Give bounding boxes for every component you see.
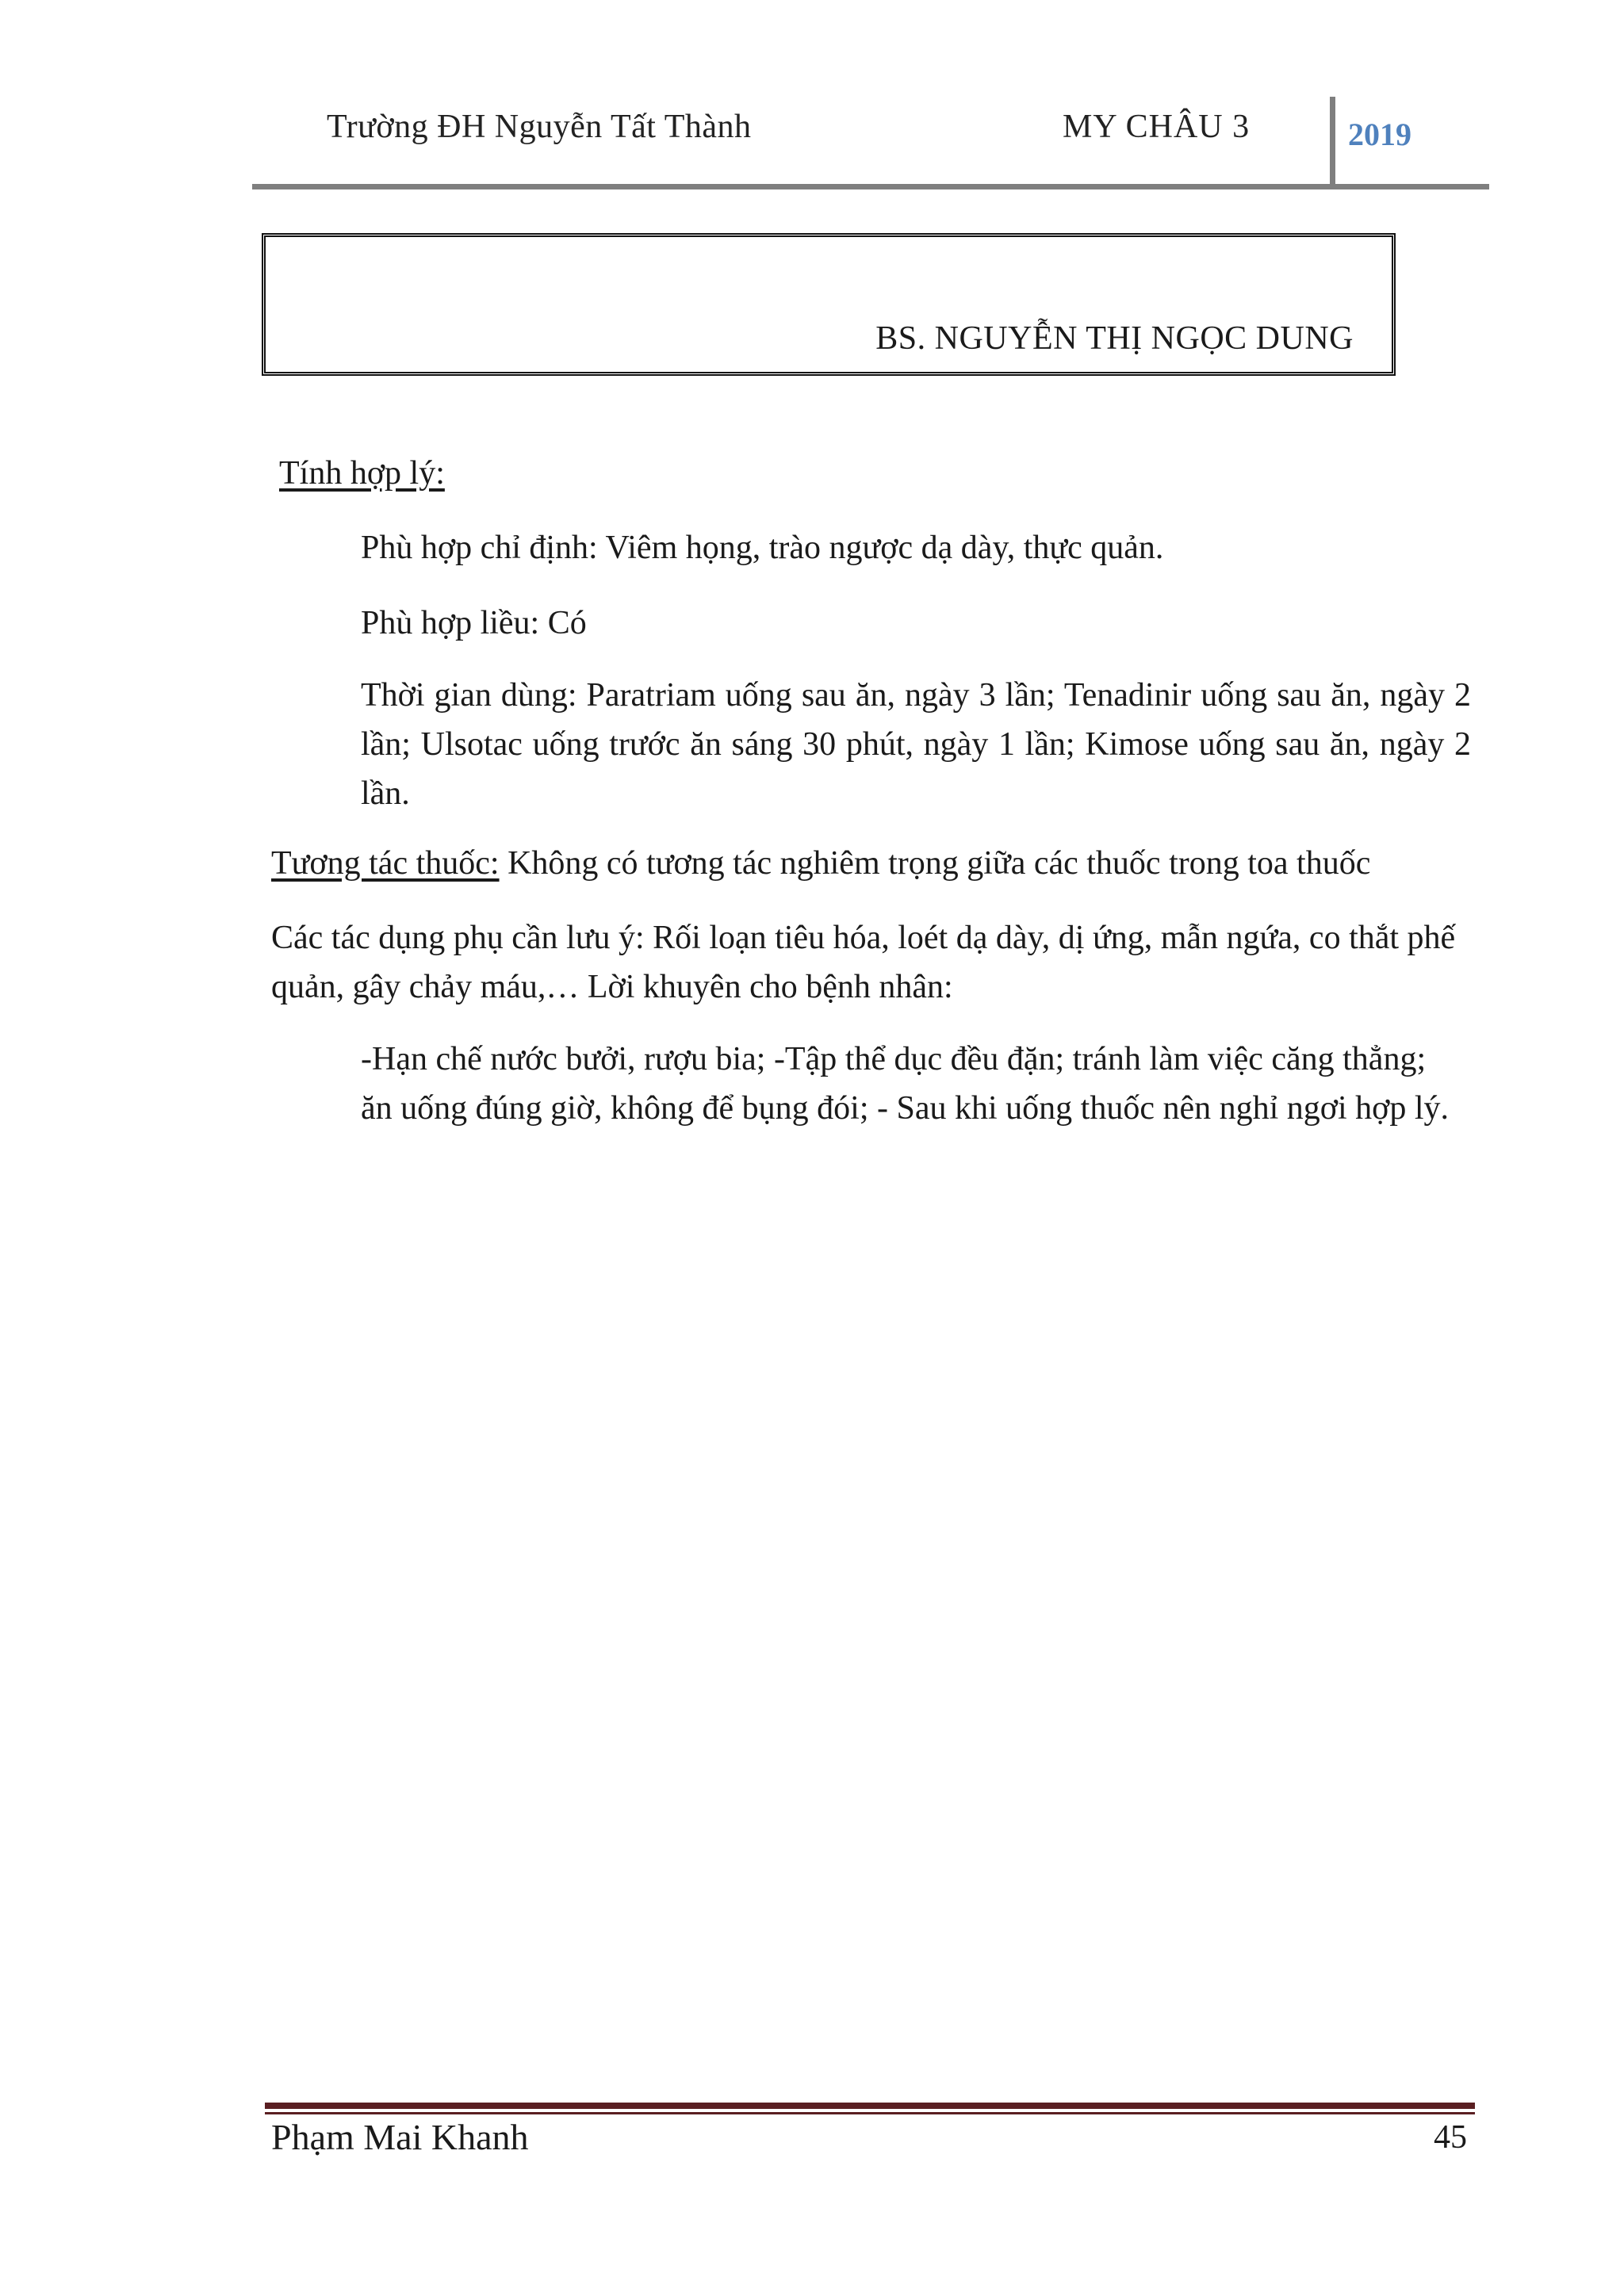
doctor-name-box — [262, 233, 1396, 376]
rationality-dose: Phù hợp liều: Có — [361, 605, 587, 641]
rationality-heading-text: Tính hợp lý: — [279, 455, 445, 492]
doctor-name: BS. NGUYỄN THỊ NGỌC DUNG — [875, 320, 1354, 357]
header-class-name: MY CHÂU 3 — [1063, 109, 1251, 145]
side-effects-text: Các tác dụng phụ cần lưu ý: Rối loạn tiêu hóa, loét dạ dày, dị ứng, mẫn ngứa, co thắt phế quản, gây chảy máu,… — [271, 920, 1456, 1005]
drug-interaction-paragraph — [271, 839, 1477, 888]
header-rule — [252, 184, 1489, 189]
footer-author: Phạm Mai Khanh — [271, 2117, 529, 2157]
rationality-heading — [279, 449, 445, 498]
side-effects-paragraph — [271, 913, 1461, 1013]
rationality-duration: Thời gian dùng: Paratriam uống sau ăn, ngày 3 lần; Tenadinir uống sau ăn, ngày 2 lần; Ulsotac uống trước ăn sáng 30 phút, ngày 1 lần; Kimose uống sau ăn, ngày 2 lần. — [361, 677, 1471, 812]
footer-rule-thick — [265, 2103, 1475, 2109]
header-school-name: Trường ĐH Nguyễn Tất Thành — [327, 109, 752, 145]
drug-interaction-text: Không có tương tác nghiêm trọng giữa các thuốc trong toa thuốc — [499, 845, 1371, 882]
header-vertical-divider — [1330, 97, 1335, 187]
drug-interaction-heading: Tương tác thuốc: — [271, 845, 500, 882]
rationality-indication: Phù hợp chỉ định: Viêm họng, trào ngược dạ dày, thực quản. — [361, 530, 1164, 566]
footer-page-number: 45 — [1434, 2119, 1467, 2156]
header-year: 2019 — [1348, 117, 1411, 152]
patient-advice-paragraph: -Hạn chế nước bưởi, rượu bia; -Tập thể dục đều đặn; tránh làm việc căng thẳng; ăn uống đúng giờ, không để bụng đói; - Sau khi uống thuốc nên nghỉ ngơi hợp lý. — [361, 1041, 1450, 1127]
advice-lead-text: Lời khuyên cho bệnh nhân: — [587, 969, 953, 1005]
